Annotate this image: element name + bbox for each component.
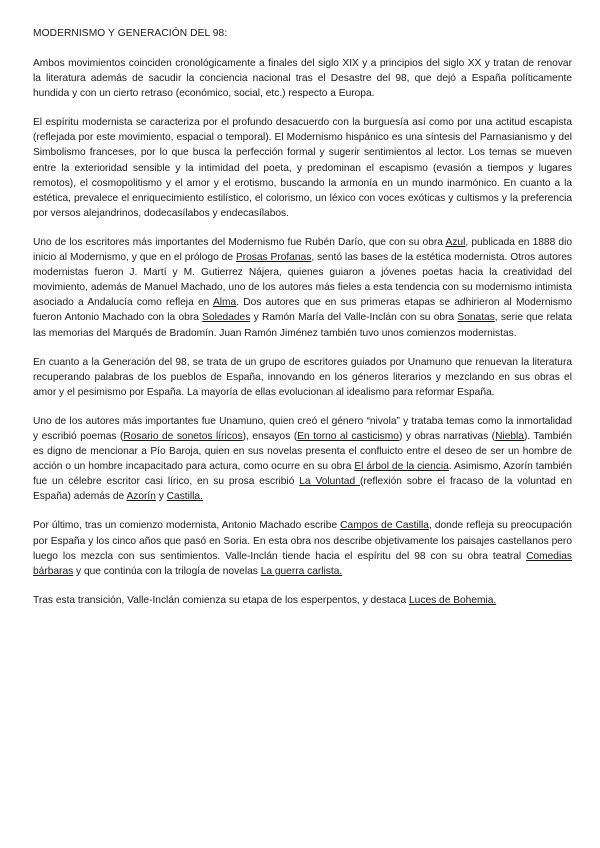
work-title-castilla: Castilla. bbox=[166, 491, 203, 503]
work-title-la-guerra-carlista: La guerra carlista. bbox=[260, 565, 343, 577]
text-run: , publicada en 1888 dio inicio al Modernismo, y que en el prólogo de bbox=[33, 236, 572, 264]
work-title-soledades: Soledades bbox=[202, 312, 251, 324]
text-run: Uno de los autores más importantes fue Unamuno, quien creó el género “nivola” y trataba temas como la inmortalidad y escribió poemas ( bbox=[33, 415, 572, 442]
paragraph-machado-valle-inclan bbox=[33, 518, 572, 578]
text-run: Tras esta transición, Valle-Inclán comienza su etapa de los esperpentos, y destaca bbox=[33, 594, 410, 606]
text-run: y bbox=[155, 491, 167, 503]
text-run: ), ensayos ( bbox=[242, 430, 298, 442]
text-run: , donde refleja su preocupación por España y los cinco años que pasó en Soria. En esta obra nos describe objetivamente los paisajes castellanos pero luego los mezcla con sus sentimientos. Valle-Inclán tiende hacia el espíritu del 98 con su obra teatral bbox=[33, 520, 572, 562]
paragraph-generation-98: En cuanto a la Generación del 98, se trata de un grupo de escritores guiados por Unamuno que renuevan la literatura recuperando palabras de los pueblos de España, innovando en los géneros literarios y mezclando en sus obras el amor y el pesimismo por España. La mayoría de ellas evolucionan al idealismo para reformar España. bbox=[33, 356, 572, 398]
text-run: . Dos autores que en sus primeras etapas se adhirieron al Modernismo fueron Antonio Machado con la obra bbox=[33, 297, 572, 324]
work-title-luces-de-bohemia: Luces de Bohemia. bbox=[409, 594, 497, 606]
text-run: Uno de los escritores más importantes del Modernismo fue Rubén Darío, que con su obra bbox=[33, 236, 446, 248]
text-run: y Ramón María del Valle-Inclán con su obra bbox=[250, 312, 458, 324]
text-run: ). También es digno de mencionar a Pío Baroja, quien en sus novelas presenta el confluicto entre el deseo de ser un hombre de acción o un hombre incapacitado para actura, como ocurre en su obra bbox=[33, 430, 573, 473]
text-run: ) y obras narrativas ( bbox=[398, 430, 496, 442]
work-title-comedias-barbaras: Comedias bárbaras bbox=[33, 550, 572, 577]
document-title: MODERNISMO Y GENERACIÓN DEL 98: bbox=[33, 28, 228, 39]
text-run: y que continúa con la trilogía de novelas bbox=[73, 565, 261, 577]
work-title-en-torno-al-casticismo: En torno al casticismo bbox=[297, 430, 399, 442]
work-title-alma: Alma bbox=[212, 297, 237, 309]
work-title-la-voluntad: La Voluntad bbox=[299, 476, 360, 488]
work-title-azorin: Azorín bbox=[126, 491, 156, 503]
work-title-campos-de-castilla: Campos de Castilla bbox=[340, 520, 429, 532]
work-title-azul: Azul bbox=[445, 236, 466, 248]
text-run: (reflexión sobre el fracaso de la voluntad en España) además de bbox=[33, 476, 572, 503]
paragraph-esperpentos bbox=[33, 593, 572, 608]
work-title-el-arbol-de-la-ciencia: El árbol de la ciencia bbox=[354, 461, 449, 473]
paragraph-modernist-spirit: El espíritu modernista se caracteriza por el profundo desacuerdo con la burguesía así como por una actitud escapista (reflejada por este movimiento, espacial o temporal). El Modernismo hispánico es una síntesis del Parnasianismo y del Simbolismo franceses, por lo que busca la perfección formal y sugerir sentimientos al lector. Los temas se mueven entre la exterioridad sensible y la intimidad del poeta, y predominan el escapismo (evasión a tiempos y lugares remotos), el cosmopolitismo y el amor y el erotismo, buscando la armonía en un mundo inarmónico. En cuanto a la estética, prevalece el enriquecimiento estilístico, el colorismo, un léxico con voces exóticas y cultismos y la preferencia por versos alejandrinos, dodecasílabos y endecasílabos. bbox=[33, 117, 572, 219]
text-run: Por último, tras un comienzo modernista, Antonio Machado escribe bbox=[33, 520, 341, 532]
work-title-sonatas: Sonatas bbox=[457, 312, 495, 324]
work-title-prosas-profanas: Prosas Profanas bbox=[235, 252, 312, 264]
work-title-rosario: Rosario de sonetos líricos bbox=[123, 430, 243, 442]
paragraph-modernism-authors bbox=[33, 235, 572, 341]
paragraph-intro: Ambos movimientos coinciden cronológicamente a finales del siglo XIX y a principios del siglo XX y tratan de renovar la literatura además de sacudir la conciencia nacional tras el Desastre del 98, que dejó a España políticamente hundida y con un cierto retraso (económico, social, etc.) respecto a Europa. bbox=[33, 58, 572, 100]
text-run: , serie que relata las memorias del Marqués de Bradomín. Juan Ramón Jiménez también tuvo unos comienzos modernistas. bbox=[33, 312, 573, 339]
paragraph-generation-98-authors bbox=[33, 414, 572, 505]
text-run: . Asimismo, Azorín también fue un célebre escritor casi lírico, en su prosa escribió bbox=[33, 461, 572, 488]
text-run: , sentó las bases de la estética modernista. Otros autores modernistas fueron J. Martí y M. Gutierrez Nájera, quienes guiaron a jóvenes poetas hacia la creatividad del movimiento, además de Manuel Machado, uno de los autores más fieles a esta tendencia con su modernismo intimista asociado a Andalucía como refleja en bbox=[33, 252, 573, 309]
work-title-niebla: Niebla bbox=[495, 430, 524, 442]
